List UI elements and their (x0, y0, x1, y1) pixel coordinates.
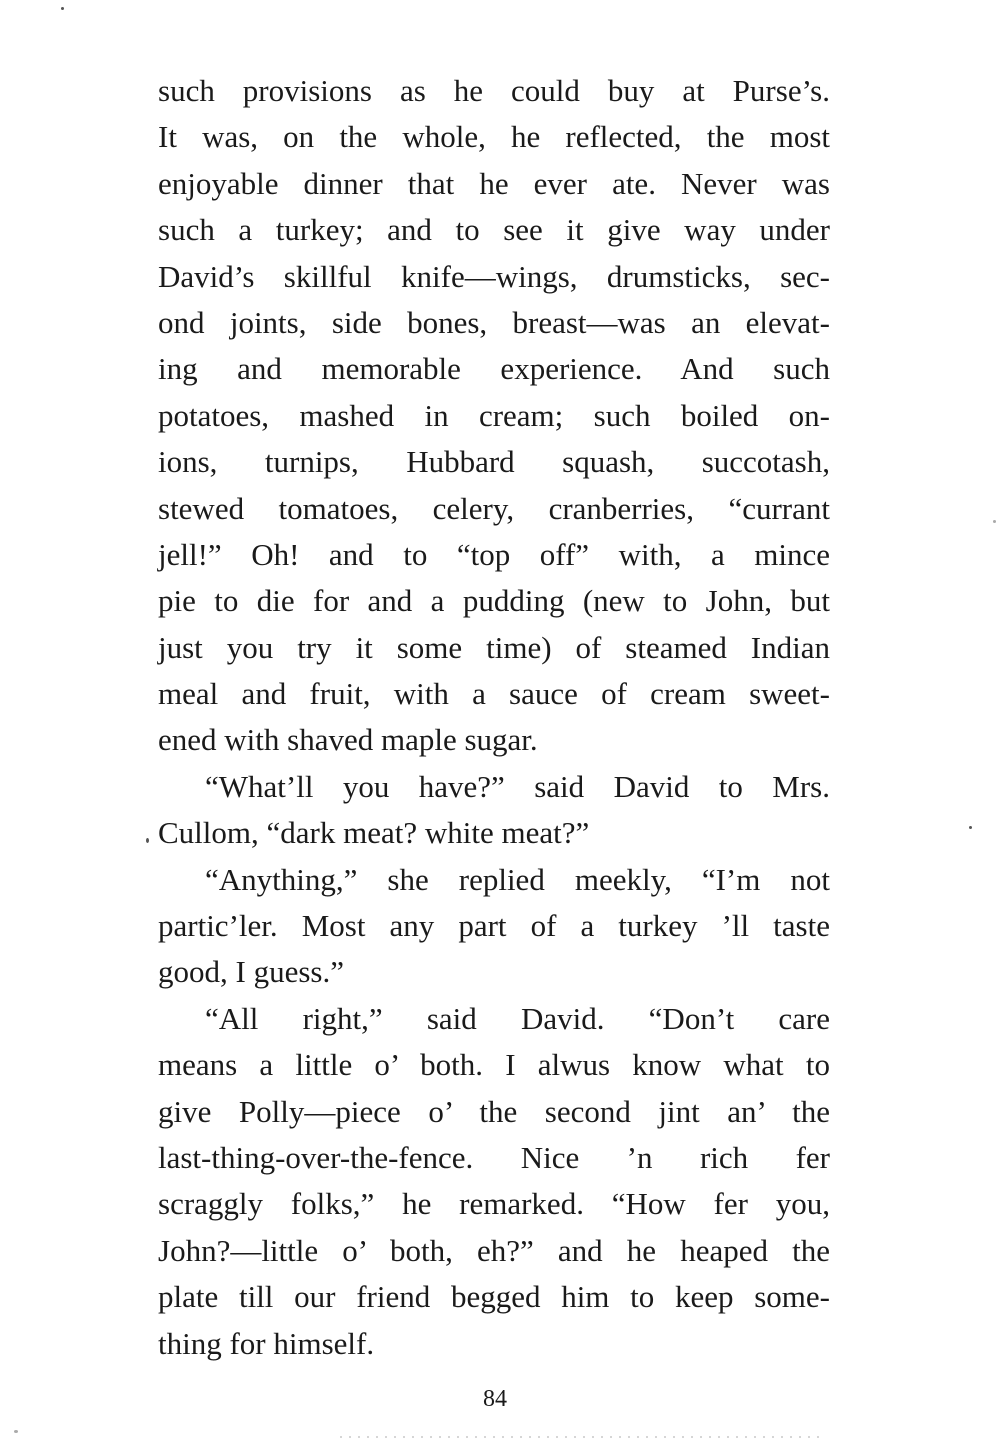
text-line: “All right,” said David. “Don’t care (205, 1000, 830, 1036)
text-line: last-thing-over-the-fence. Nice ’n rich fer (158, 1139, 830, 1175)
text-line: jell!” Oh! and to “top off” with, a mince (158, 536, 830, 572)
text-line: partic’ler. Most any part of a turkey ’ll taste (158, 908, 830, 944)
scan-speck (969, 826, 972, 829)
page-number-text: 84 (483, 1386, 507, 1412)
text-line: such a turkey; and to see it give way under (158, 212, 830, 248)
text-line: “What’ll you have?” said David to Mrs. (205, 768, 830, 804)
page-number (0, 1384, 1000, 1414)
text-line: David’s skillful knife—wings, drumsticks, sec- (158, 258, 830, 294)
text-line: such provisions as he could buy at Purse’s. (158, 73, 830, 108)
text-line: meal and fruit, with a sauce of cream sweet- (158, 676, 830, 712)
text-line: plate till our friend begged him to keep some- (158, 1279, 830, 1315)
text-line: good, I guess.” (158, 954, 344, 990)
scan-speck (14, 1430, 18, 1433)
text-line: potatoes, mashed in cream; such boiled on- (158, 397, 830, 433)
text-line: Cullom, “dark meat? white meat?” (158, 815, 590, 851)
text-line: ond joints, side bones, breast—was an elevat- (158, 304, 830, 340)
text-line: just you try it some time) of steamed Indian (158, 629, 830, 665)
text-line: means a little o’ both. I alwus know what to (158, 1047, 830, 1083)
text-line: enjoyable dinner that he ever ate. Never was (158, 165, 830, 201)
text-line: ions, turnips, Hubbard squash, succotash, (158, 444, 830, 480)
text-line: John?—little o’ both, eh?” and he heaped the (158, 1232, 830, 1268)
text-line: thing for himself. (158, 1325, 375, 1361)
scan-noise (340, 1436, 820, 1438)
scan-speck (993, 520, 996, 523)
text-line: pie to die for and a pudding (new to John, but (158, 583, 830, 619)
text-line: It was, on the whole, he reflected, the most (158, 119, 830, 155)
text-line: ing and memorable experience. And such (158, 351, 830, 387)
body-text (158, 68, 830, 1367)
scan-speck (61, 7, 64, 10)
text-line: “Anything,” she replied meekly, “I’m not (205, 861, 830, 897)
text-line: stewed tomatoes, celery, cranberries, “currant (158, 490, 830, 526)
text-line: ened with shaved maple sugar. (158, 722, 538, 758)
scan-speck (146, 838, 149, 843)
text-line: scraggly folks,” he remarked. “How fer you, (158, 1186, 830, 1222)
text-line: give Polly—piece o’ the second jint an’ the (158, 1093, 830, 1129)
